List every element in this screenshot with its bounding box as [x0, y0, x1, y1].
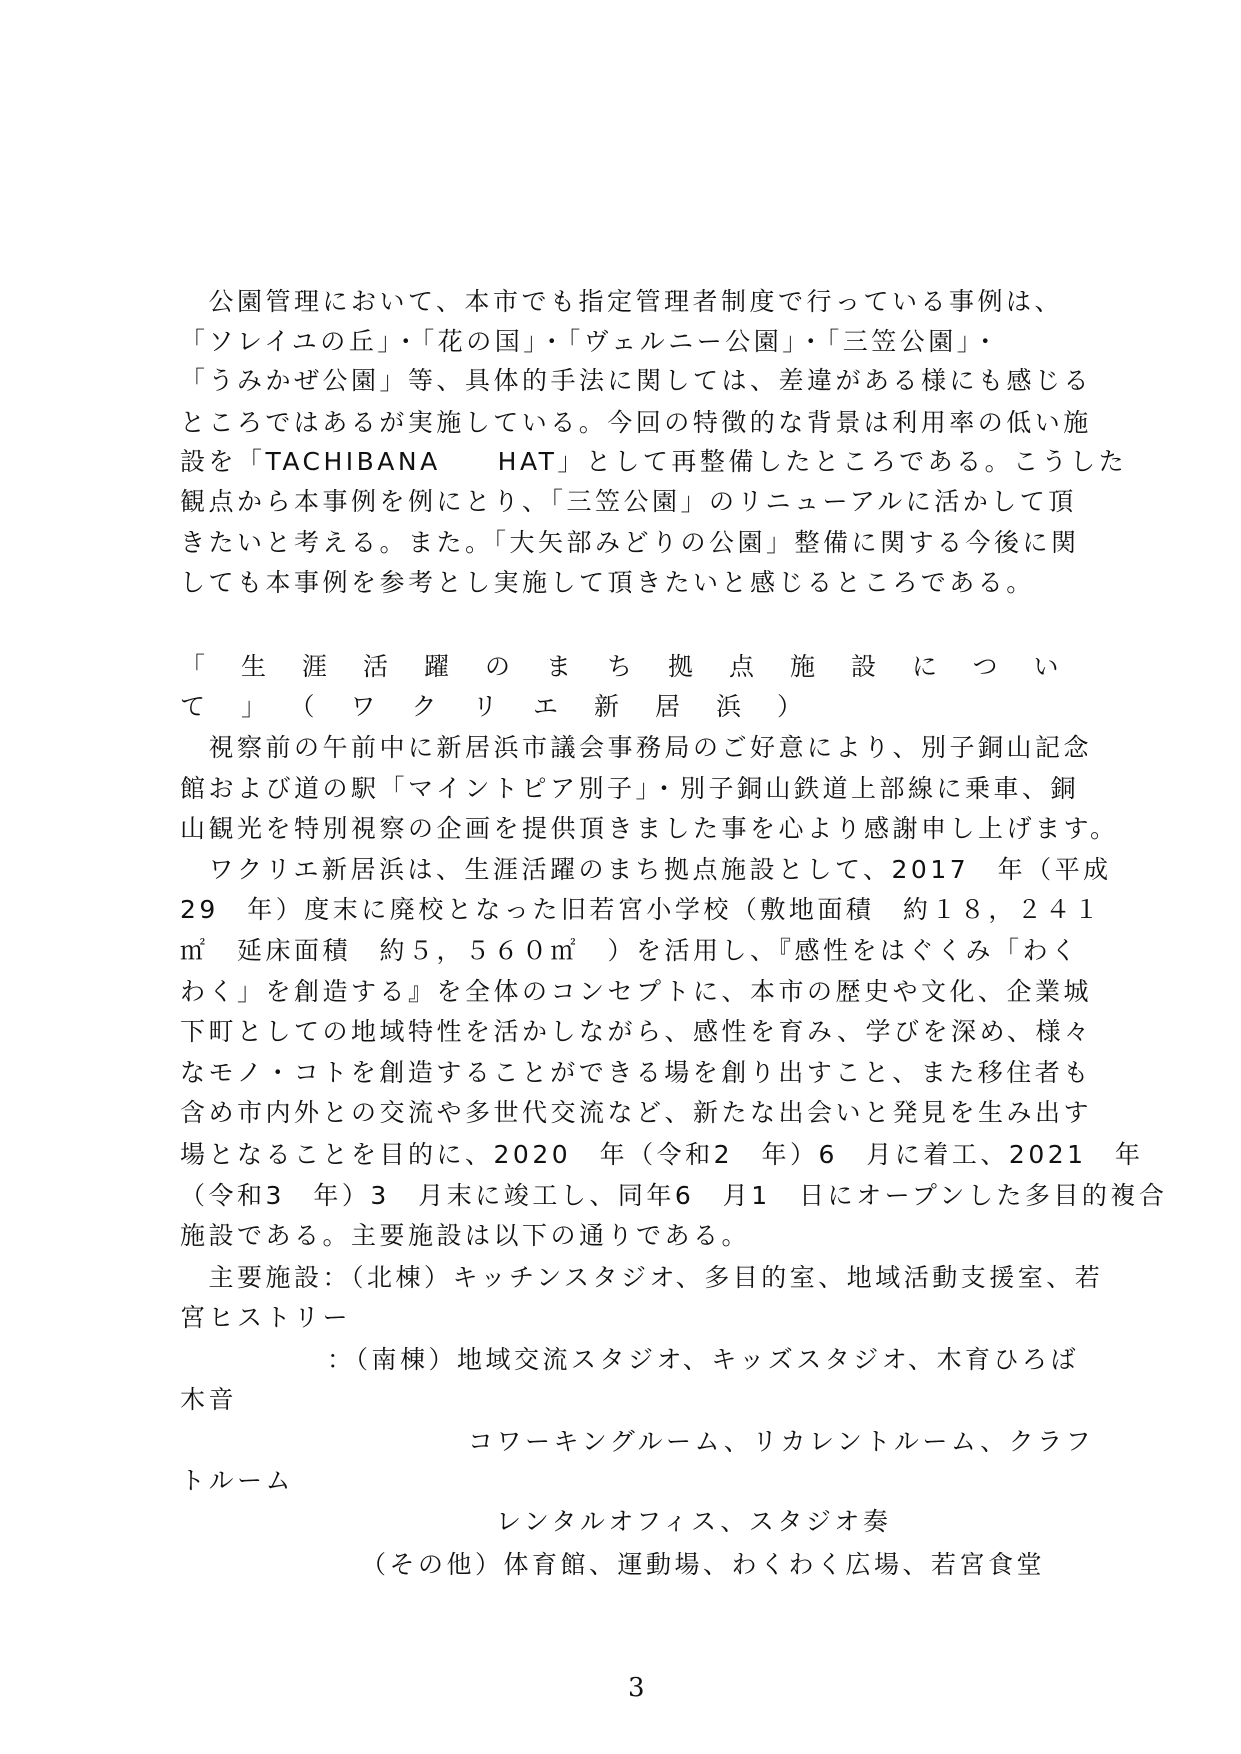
- facilities-line-continued: 木音: [180, 1385, 238, 1414]
- paragraph-line: 下町としての地域特性を活かしながら、感性を育み、学びを深め、様々: [180, 1017, 1093, 1046]
- facilities-line-continued: 宮ヒストリー: [180, 1303, 352, 1332]
- facilities-line-south: ：（南棟）地域交流スタジオ、キッズスタジオ、木育ひろば: [327, 1345, 1080, 1374]
- paragraph-line: ㎡ 延床面積 約５，５６０㎡ ）を活用し、『感性をはぐくみ「わく: [180, 936, 1080, 965]
- heading-line: 「生涯活躍のまち拠点施設につい: [180, 652, 1095, 681]
- paragraph-line: ワクリエ新居浜は、生涯活躍のまち拠点施設として、2017 年（平成: [180, 855, 1112, 884]
- paragraph-line: 館および道の駅「マイントピア別子」・別子銅山鉄道上部線に乗車、銅: [180, 774, 1080, 803]
- paragraph-line: 29 年）度末に廃校となった旧若宮小学校（敷地面積 約１８，２４１: [180, 895, 1103, 924]
- paragraph-line: 設を「TACHIBANA HAT」として再整備したところである。こうした: [180, 447, 1128, 476]
- paragraph-line: 山観光を特別視察の企画を提供頂きました事を心より感謝申し上げます。: [180, 814, 1119, 843]
- paragraph-line: 観点から本事例を例にとり、「三笠公園」のリニューアルに活かして頂: [180, 487, 1077, 516]
- paragraph-line: 「うみかぜ公園」等、具体的手法に関しては、差違がある様にも感じる: [180, 366, 1093, 395]
- paragraph-line: （令和3 年）3 月末に竣工し、同年6 月1 日にオープンした多目的複合: [180, 1181, 1168, 1210]
- facilities-line-other: （その他）体育館、運動場、わくわく広場、若宮食堂: [361, 1550, 1046, 1579]
- paragraph-line: 視察前の午前中に新居浜市議会事務局のご好意により、別子銅山記念: [180, 733, 1093, 762]
- facilities-line-south-office: レンタルオフィス、スタジオ奏: [496, 1507, 892, 1536]
- paragraph-line: 公園管理において、本市でも指定管理者制度で行っている事例は、: [180, 287, 1064, 316]
- paragraph-line: しても本事例を参考とし実施して頂きたいと感じるところである。: [180, 568, 1035, 597]
- paragraph-line: 施設である。主要施設は以下の通りである。: [180, 1221, 751, 1250]
- facilities-line-continued: トルーム: [180, 1466, 295, 1495]
- page-number: 3: [628, 1673, 645, 1703]
- paragraph-line: きたいと考える。また。「大矢部みどりの公園」整備に関する今後に関: [180, 528, 1080, 557]
- facilities-line-north: 主要施設：（北棟）キッチンスタジオ、多目的室、地域活動支援室、若: [180, 1263, 1104, 1292]
- paragraph-line: なモノ・コトを創造することができる場を創り出すこと、また移住者も: [180, 1058, 1092, 1087]
- paragraph-line: わく」を創造する』を全体のコンセプトに、本市の歴史や文化、企業城: [180, 977, 1093, 1006]
- paragraph-line: 「ソレイユの丘」・「花の国」・「ヴェルニー公園」・「三笠公園」・: [180, 327, 1002, 356]
- paragraph-line: 含め市内外との交流や多世代交流など、新たな出会いと発見を生み出す: [180, 1098, 1093, 1127]
- paragraph-line: 場となることを目的に、2020 年（令和2 年）6 月に着工、2021 年: [180, 1140, 1144, 1169]
- facilities-line-south-rooms: コワーキングルーム、リカレントルーム、クラフ: [468, 1427, 1095, 1456]
- paragraph-line: ところではあるが実施している。今回の特徴的な背景は利用率の低い施: [180, 408, 1092, 437]
- heading-line: て」（ワクリエ新居浜）: [180, 692, 839, 721]
